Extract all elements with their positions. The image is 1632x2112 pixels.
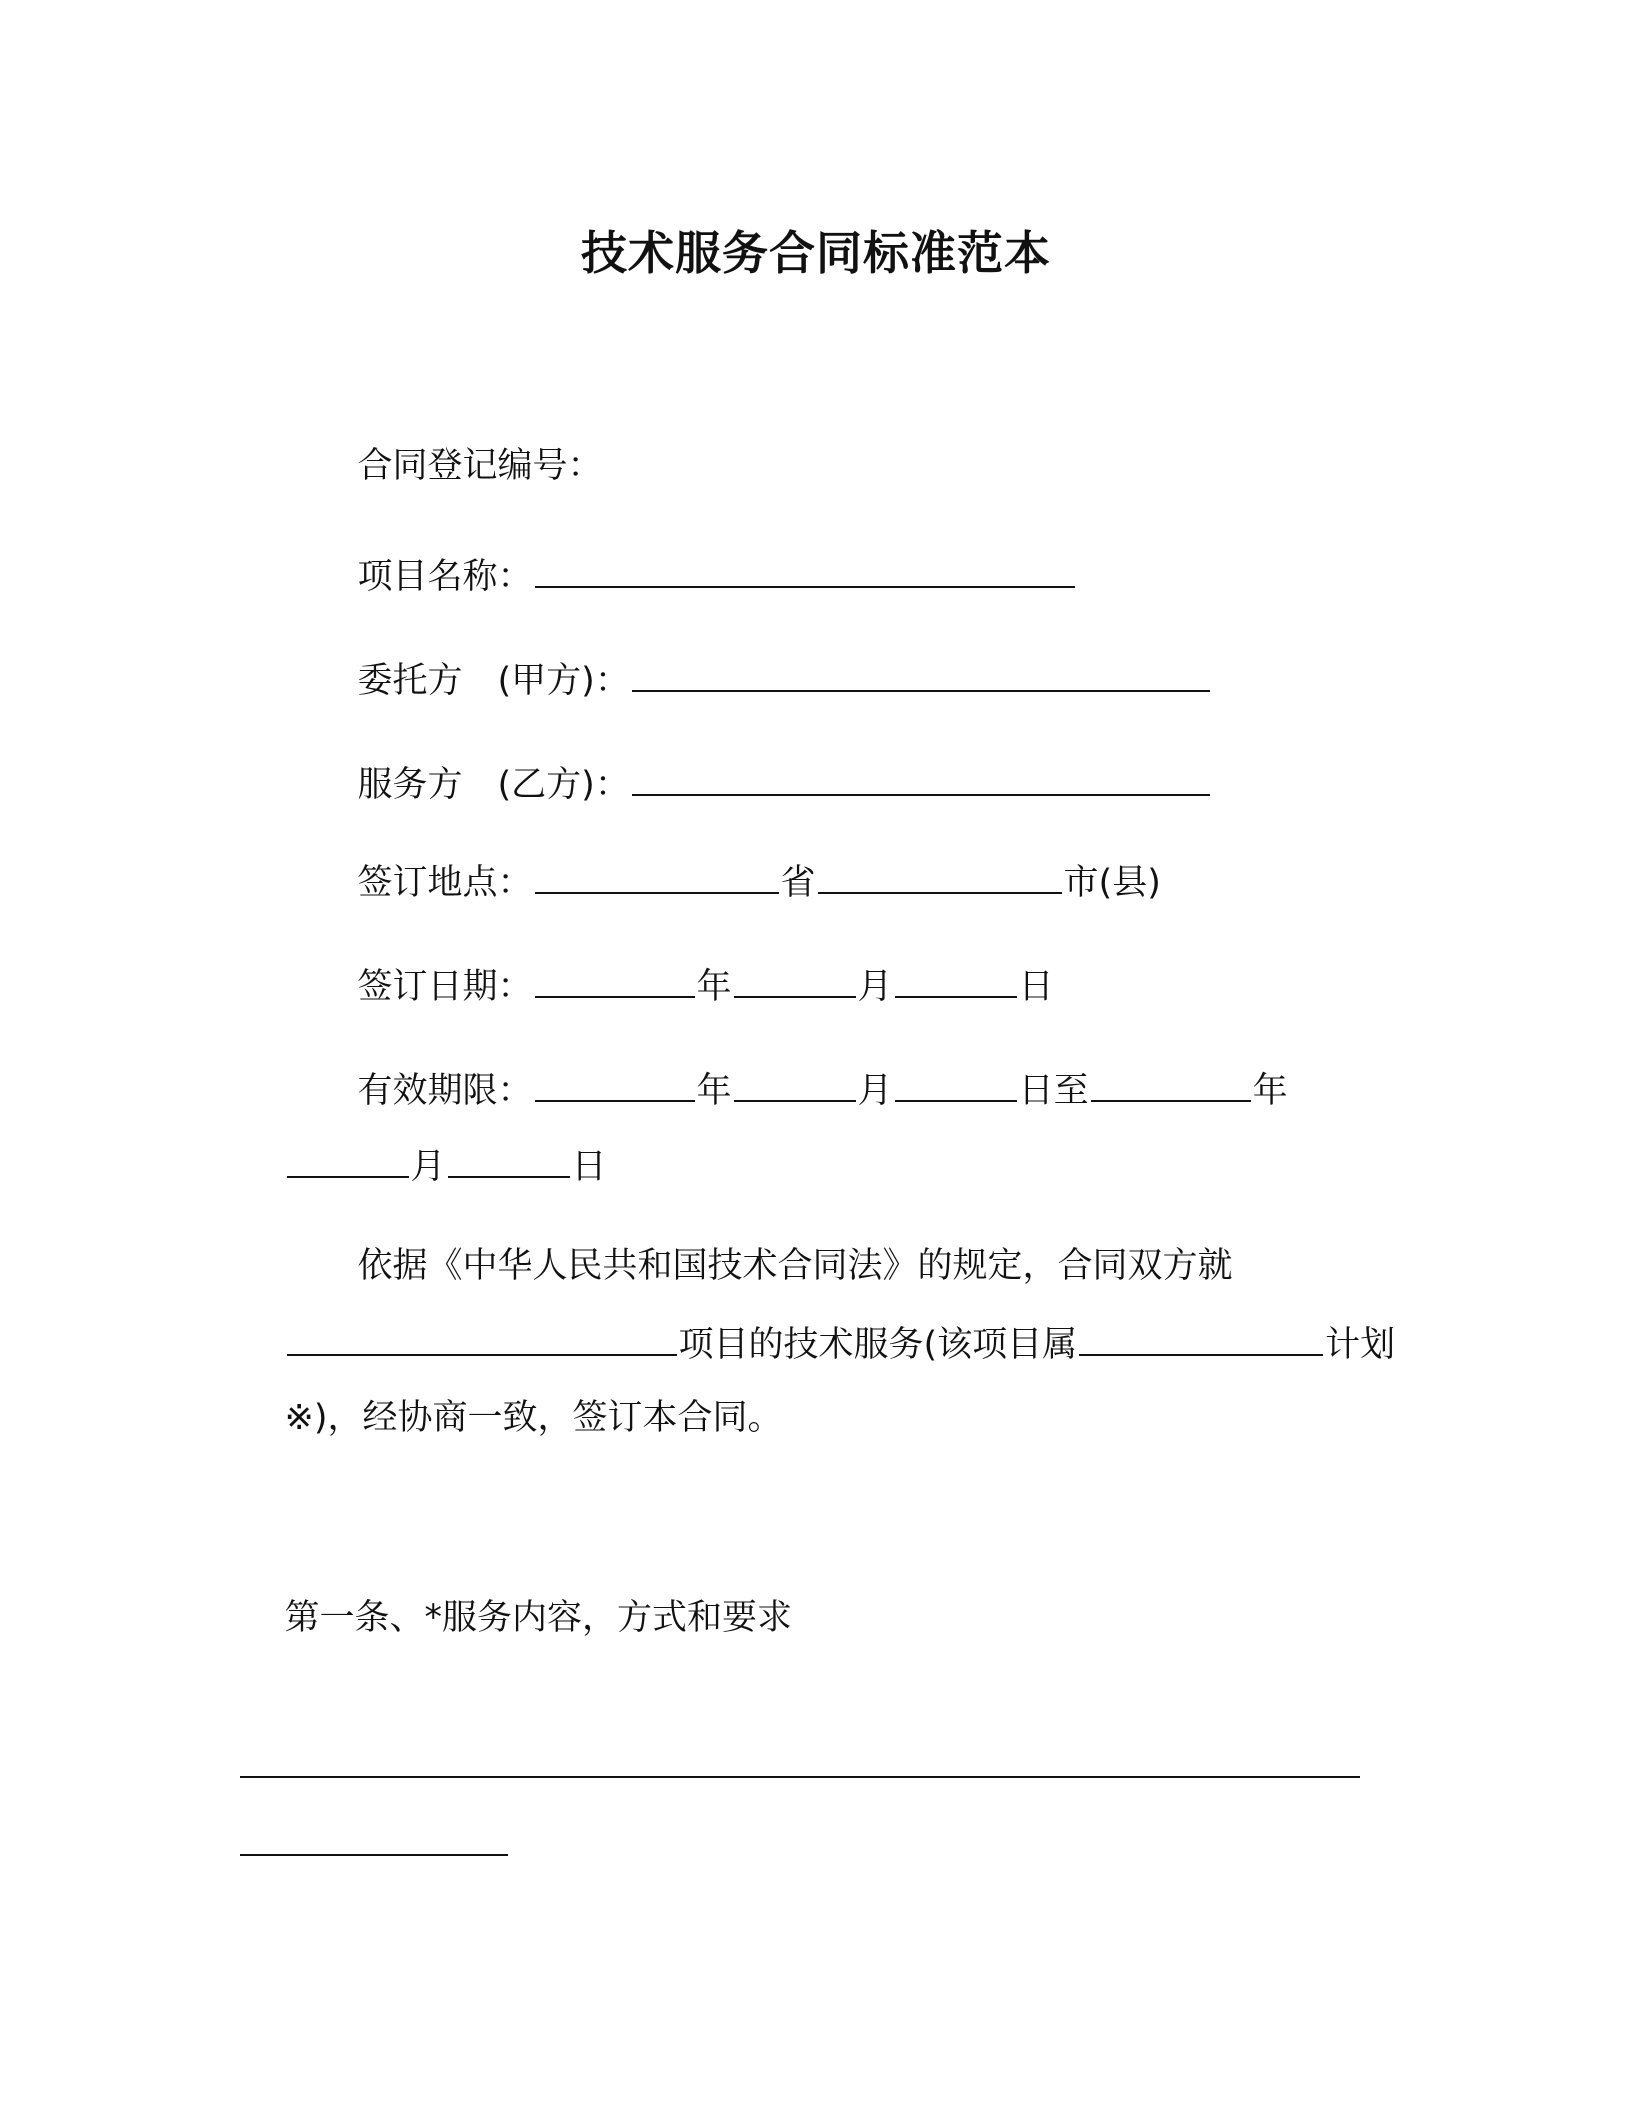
registration-number-label: 合同登记编号： (357, 446, 603, 486)
project-name-label: 项目名称： (357, 557, 533, 597)
intro-line-3 (240, 1352, 783, 1484)
month-text: 月 (410, 1147, 446, 1187)
intro-text-1: 依据《中华人民共和国技术合同法》的规定，合同双方就 (357, 1246, 1233, 1286)
year-text: 年 (696, 1071, 732, 1111)
provider-blank[interactable] (632, 760, 1210, 796)
signing-date-label: 签订日期： (357, 967, 533, 1007)
article-1-heading (240, 1552, 792, 1684)
province-text: 省 (780, 863, 816, 903)
day-text: 日 (571, 1147, 607, 1187)
article-1-content-blank-1[interactable] (240, 1776, 1360, 1778)
start-month-blank[interactable] (734, 1066, 856, 1102)
month-text: 月 (857, 967, 893, 1007)
client-label: 委托方 (甲方)： (357, 661, 630, 701)
signing-place-label: 签订地点： (357, 863, 533, 903)
client-blank[interactable] (632, 656, 1210, 692)
city-blank[interactable] (818, 858, 1062, 894)
project-name-blank[interactable] (535, 552, 1075, 588)
day-text: 日 (1018, 967, 1054, 1007)
year-text: 年 (1252, 1071, 1288, 1111)
city-text: 市(县) (1063, 863, 1161, 903)
document-title: 技术服务合同标准范本 (581, 226, 1051, 280)
end-day-blank[interactable] (448, 1142, 570, 1178)
sign-day-blank[interactable] (895, 962, 1017, 998)
sign-year-blank[interactable] (535, 962, 695, 998)
project-blank[interactable] (287, 1320, 677, 1356)
start-year-blank[interactable] (535, 1066, 695, 1102)
start-day-blank[interactable] (895, 1066, 1017, 1102)
end-year-blank[interactable] (1091, 1066, 1251, 1102)
end-month-blank[interactable] (287, 1142, 409, 1178)
intro-text-3: ※)，经协商一致，签订本合同。 (284, 1398, 783, 1438)
sign-month-blank[interactable] (734, 962, 856, 998)
month-text: 月 (857, 1071, 893, 1111)
intro-text-2-end: 计划 (1325, 1325, 1396, 1365)
province-blank[interactable] (535, 858, 779, 894)
provider-label: 服务方 (乙方)： (357, 765, 630, 805)
plan-blank[interactable] (1079, 1320, 1323, 1356)
intro-text-2: 项目的技术服务(该项目属 (678, 1325, 1078, 1365)
valid-period-label: 有效期限： (357, 1071, 533, 1111)
article-1-content-blank-2[interactable] (240, 1854, 508, 1856)
to-text: 日至 (1018, 1071, 1089, 1111)
year-text: 年 (696, 967, 732, 1007)
article-1-heading-text: 第一条、*服务内容，方式和要求 (284, 1598, 793, 1638)
